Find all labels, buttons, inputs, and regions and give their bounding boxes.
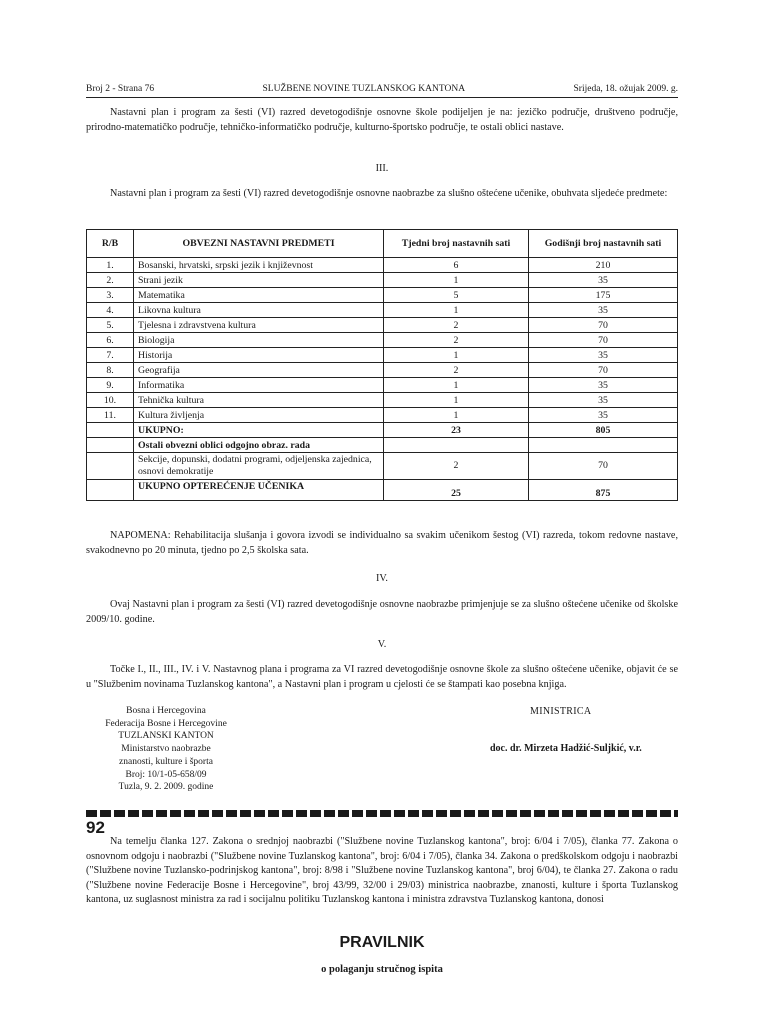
ukupno-row	[87, 423, 678, 438]
opterecenje-yearly: 875	[529, 480, 678, 501]
ukupno-yearly: 805	[529, 423, 678, 438]
yearly-hours: 70	[529, 363, 678, 378]
table-row	[87, 288, 678, 303]
header-publication: SLUŽBENE NOVINE TUZLANSKOG KANTONA	[262, 84, 466, 94]
yearly-hours: 35	[529, 408, 678, 423]
legal-basis-paragraph	[86, 835, 678, 908]
col-header-weekly: Tjedni broj nastavnih sati	[384, 230, 529, 258]
document-subtitle: o polaganju stručnog ispita	[321, 964, 443, 975]
section-3-paragraph	[86, 187, 678, 202]
weekly-hours: 1	[384, 408, 529, 423]
sekcije-row	[87, 453, 678, 480]
table-row	[87, 258, 678, 273]
weekly-hours: 2	[384, 333, 529, 348]
col-header-subject: OBVEZNI NASTAVNI PREDMETI	[134, 230, 384, 258]
subject-name: Strani jezik	[134, 273, 384, 288]
document-title: PRAVILNIK	[339, 934, 425, 951]
header-issue: Broj 2 - Strana 76	[86, 84, 155, 94]
table-row	[87, 273, 678, 288]
header-date: Srijeda, 18. ožujak 2009. g.	[573, 84, 678, 94]
ukupno-weekly: 23	[384, 423, 529, 438]
subject-name: Tjelesna i zdravstvena kultura	[134, 318, 384, 333]
yearly-hours: 35	[529, 348, 678, 363]
subject-name: Matematika	[134, 288, 384, 303]
yearly-hours: 35	[529, 303, 678, 318]
ostali-label: Ostali obvezni oblici odgojno obraz. rada	[134, 438, 384, 453]
section-4-numeral: IV.	[376, 573, 388, 584]
row-number: 3.	[87, 288, 134, 303]
section-5-text: Točke I., II., III., IV. i V. Nastavnog plana i programa za VI razred devetogodišnje osnovne škole za slušno oštećene učenike, objavit će se u "Službenim novinama Tuzlanskog kantona", a Nastavni plan i program u cjelosti će se štampati kao posebna knjiga.	[86, 664, 678, 690]
section-3-numeral: III.	[375, 163, 389, 174]
table-row	[87, 378, 678, 393]
intro-paragraph	[86, 106, 678, 135]
issuer-line: Federacija Bosne i Hercegovine	[105, 718, 227, 729]
row-number: 6.	[87, 333, 134, 348]
page-header	[86, 84, 678, 98]
weekly-hours: 1	[384, 303, 529, 318]
ukupno-label: UKUPNO:	[134, 423, 384, 438]
table-row	[87, 318, 678, 333]
table-row	[87, 348, 678, 363]
issuer-block	[86, 705, 246, 794]
section-5-paragraph	[86, 663, 678, 692]
issuer-line: Tuzla, 9. 2. 2009. godine	[118, 782, 214, 793]
table-row	[87, 333, 678, 348]
signatory-title: MINISTRICA	[530, 706, 592, 717]
signatory-name: doc. dr. Mirzeta Hadžić-Suljkić, v.r.	[490, 743, 642, 754]
weekly-hours: 1	[384, 348, 529, 363]
row-number: 11.	[87, 408, 134, 423]
section-number: 92	[86, 818, 105, 837]
subjects-table	[86, 229, 678, 501]
issuer-line: znanosti, kulture i športa	[119, 756, 213, 767]
subject-name: Historija	[134, 348, 384, 363]
section-4-text: Ovaj Nastavni plan i program za šesti (VI) razred devetogodišnje osnovne naobrazbe primjenjuje se za slušno oštećene učenike od školske 2009/10. godine.	[86, 599, 678, 625]
issuer-line: Ministarstvo naobrazbe	[121, 744, 211, 755]
subject-name: Biologija	[134, 333, 384, 348]
row-number: 1.	[87, 258, 134, 273]
subject-name: Kultura življenja	[134, 408, 384, 423]
subject-name: Bosanski, hrvatski, srpski jezik i književnost	[134, 258, 384, 273]
sekcije-weekly: 2	[384, 453, 529, 480]
issuer-line: Bosna i Hercegovina	[126, 706, 206, 716]
row-number: 7.	[87, 348, 134, 363]
weekly-hours: 2	[384, 363, 529, 378]
row-number: 8.	[87, 363, 134, 378]
sekcije-yearly: 70	[529, 453, 678, 480]
weekly-hours: 1	[384, 393, 529, 408]
section-3-text: Nastavni plan i program za šesti (VI) razred devetogodišnje osnovne naobrazbe za slušno oštećene učenike, obuhvata sljedeće predmete:	[110, 188, 668, 199]
yearly-hours: 70	[529, 333, 678, 348]
section-5-numeral: V.	[377, 639, 387, 650]
table-row	[87, 363, 678, 378]
opterecenje-weekly: 25	[384, 480, 529, 501]
table-row	[87, 393, 678, 408]
napomena-paragraph	[86, 529, 678, 558]
intro-text: Nastavni plan i program za šesti (VI) razred devetogodišnje osnovne škole podijeljen je na: jezičko područje, društveno područje, prirodno-matematičko područje, tehničko-informatičko područje, kulturno-športsko područje, te ostali oblici nastave.	[86, 107, 678, 133]
yearly-hours: 35	[529, 378, 678, 393]
napomena-text: NAPOMENA: Rehabilitacija slušanja i govora izvodi se individualno sa svakim učenikom šestog (VI) razreda, tokom redovne nastave, svakodnevno po 20 minuta, tjedno po 2,5 školska sata.	[86, 530, 678, 556]
issuer-line: TUZLANSKI KANTON	[118, 731, 214, 742]
subject-name: Likovna kultura	[134, 303, 384, 318]
issuer-line: Broj: 10/1-05-658/09	[125, 769, 207, 780]
yearly-hours: 175	[529, 288, 678, 303]
table-header-row	[87, 230, 678, 258]
row-number: 5.	[87, 318, 134, 333]
row-number: 4.	[87, 303, 134, 318]
weekly-hours: 5	[384, 288, 529, 303]
yearly-hours: 35	[529, 273, 678, 288]
sekcije-label: Sekcije, dopunski, dodatni programi, odjeljenska zajednica, osnovi demokratije	[134, 453, 384, 480]
subject-name: Informatika	[134, 378, 384, 393]
row-number: 10.	[87, 393, 134, 408]
subject-name: Tehnička kultura	[134, 393, 384, 408]
yearly-hours: 210	[529, 258, 678, 273]
section-4-paragraph	[86, 598, 678, 627]
row-number: 2.	[87, 273, 134, 288]
col-header-rb: R/B	[87, 230, 134, 258]
subject-name: Geografija	[134, 363, 384, 378]
opterecenje-label: UKUPNO OPTEREĆENJE UČENIKA	[134, 480, 384, 501]
legal-basis-text: Na temelju članka 127. Zakona o srednjoj naobrazbi ("Službene novine Tuzlanskog kantona", broj: 6/04 i 7/05), članka 77. Zakona o osnovnom odgoju i naobrazbi ("Službene novine Tuzlanskog kantona", broj: 6/04 i 7/05), članka 34. Zakona o predškolskom odgoju i naobrazbi ("Službene novine Tuzlansko-podrinjskog kantona", broj: 8/98 i "Službene novine Tuzlanskog kantona", broj 6/04), te članka 27. Zakona o radu ("Službene novine Federacije Bosne i Hercegovine", broj 43/99, 32/00 i 29/03) ministrica naobrazbe, znanosti, kulture i športa Tuzlanskog kantona, uz suglasnost ministra za rad i socijalnu politiku Tuzlanskog kantona i ministra zdravstva Tuzlanskog kantona, donosi	[86, 836, 678, 905]
section-divider	[86, 810, 678, 817]
weekly-hours: 2	[384, 318, 529, 333]
table-row	[87, 408, 678, 423]
weekly-hours: 6	[384, 258, 529, 273]
table-row	[87, 303, 678, 318]
weekly-hours: 1	[384, 378, 529, 393]
weekly-hours: 1	[384, 273, 529, 288]
yearly-hours: 35	[529, 393, 678, 408]
col-header-yearly: Godišnji broj nastavnih sati	[529, 230, 678, 258]
row-number: 9.	[87, 378, 134, 393]
ostali-row	[87, 438, 678, 453]
opterecenje-row	[87, 480, 678, 501]
yearly-hours: 70	[529, 318, 678, 333]
